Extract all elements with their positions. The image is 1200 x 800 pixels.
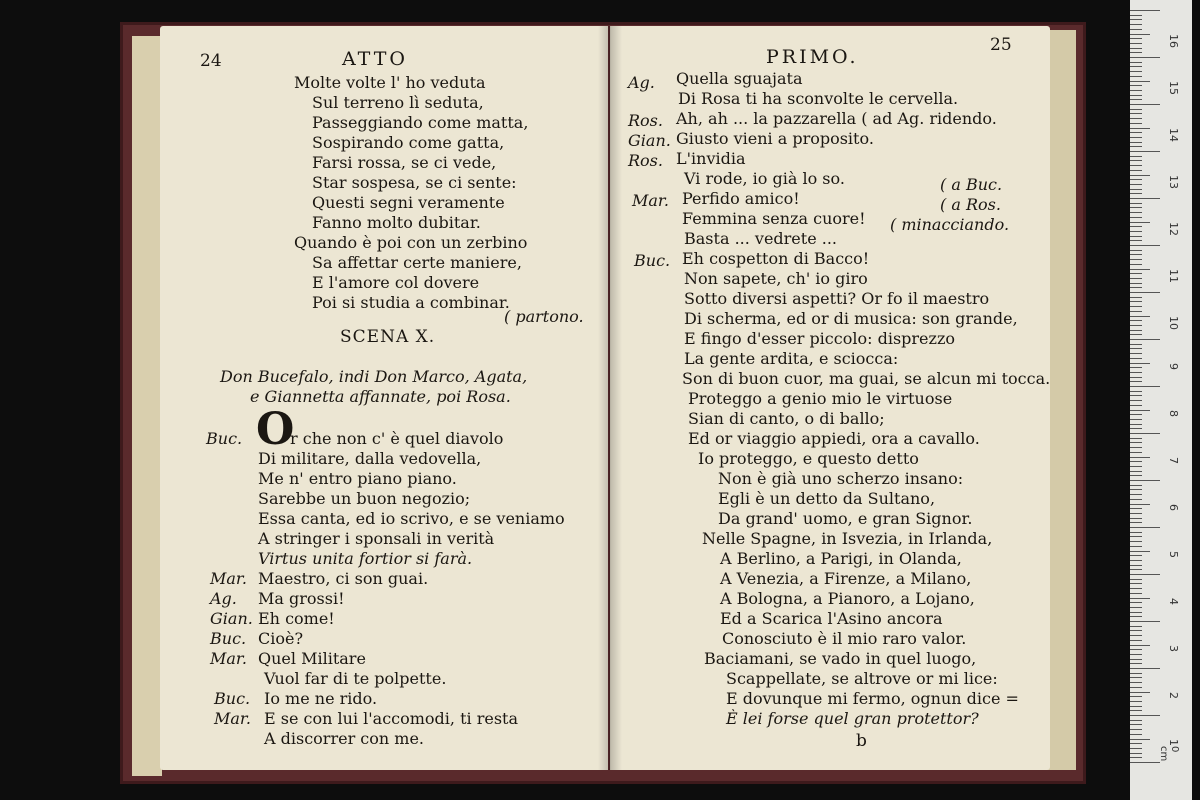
ruler-tick (1130, 24, 1142, 25)
ruler-tick (1130, 113, 1142, 114)
scene-title: SCENA X. (340, 327, 436, 347)
ruler-tick (1130, 569, 1142, 570)
dialogue-line: Essa canta, ed io scrivo, e se veniamo (258, 509, 565, 528)
ruler-tick (1130, 245, 1160, 246)
ruler-tick (1130, 583, 1142, 584)
ruler-tick (1130, 165, 1142, 166)
ruler-tick (1130, 682, 1142, 683)
ruler-tick (1130, 109, 1142, 110)
dialogue-line: Nelle Spagne, in Isvezia, in Irlanda, (702, 529, 993, 548)
ruler-tick (1130, 146, 1142, 147)
dialogue-line: Quel Militare (258, 649, 366, 668)
speaker-label: Buc. (214, 689, 251, 708)
ruler-tick (1130, 292, 1160, 293)
dialogue-line: Son di buon cuor, ma guai, se alcun mi tocca. (682, 369, 1051, 388)
ruler-tick (1130, 283, 1142, 284)
ruler-tick (1130, 598, 1150, 599)
ruler-tick (1130, 400, 1142, 401)
measuring-ruler (1130, 0, 1192, 800)
speaker-label: Ag. (628, 73, 655, 92)
ruler-tick (1130, 184, 1142, 185)
stage-direction: ( a Ros. (940, 195, 1001, 214)
ruler-tick (1130, 485, 1142, 486)
ruler-number: 11 (1167, 269, 1180, 283)
dialogue-line: E se con lui l'accomodi, ti resta (264, 709, 519, 728)
ruler-number: 12 (1167, 222, 1180, 236)
ruler-tick (1130, 344, 1142, 345)
ruler-tick (1130, 10, 1160, 11)
ruler-tick (1130, 217, 1142, 218)
ruler-tick (1130, 367, 1142, 368)
ruler-tick (1130, 38, 1142, 39)
ruler-tick (1130, 132, 1142, 133)
dialogue-line: A Bologna, a Pianoro, a Lojano, (720, 589, 975, 608)
dialogue-line: Sarebbe un buon negozio; (258, 489, 471, 508)
ruler-tick (1130, 363, 1150, 364)
verse-line: Sa affettar certe maniere, (312, 253, 522, 272)
ruler-number: 15 (1167, 81, 1180, 95)
dialogue-line: Perfido amico! (682, 189, 800, 208)
stage-direction: ( partono. (504, 307, 584, 326)
dialogue-line: Eh cospetton di Bacco! (682, 249, 870, 268)
ruler-tick (1130, 555, 1142, 556)
ruler-tick (1130, 560, 1142, 561)
ruler-tick (1130, 551, 1150, 552)
scene-description: Don Bucefalo, indi Don Marco, Agata, (220, 367, 528, 386)
ruler-tick (1130, 104, 1160, 105)
speaker-label: Mar. (210, 649, 247, 668)
ruler-tick (1130, 287, 1142, 288)
ruler-tick (1130, 142, 1142, 143)
ruler-tick (1130, 254, 1142, 255)
ruler-tick (1130, 297, 1142, 298)
ruler-tick (1130, 381, 1142, 382)
ruler-tick (1130, 734, 1142, 735)
verse-line: Questi segni veramente (312, 193, 505, 212)
ruler-tick (1130, 654, 1142, 655)
ruler-number: 5 (1167, 551, 1180, 558)
ruler-tick (1130, 616, 1142, 617)
ruler-tick (1130, 424, 1142, 425)
ruler-tick (1130, 19, 1142, 20)
ruler-number: 7 (1167, 457, 1180, 464)
ruler-tick (1130, 588, 1142, 589)
ruler-tick (1130, 311, 1142, 312)
ruler-tick (1130, 710, 1142, 711)
ruler-tick (1130, 358, 1142, 359)
ruler-tick (1130, 489, 1142, 490)
ruler-tick (1130, 748, 1142, 749)
dialogue-line: A Berlino, a Parigi, in Olanda, (720, 549, 962, 568)
ruler-tick (1130, 532, 1142, 533)
speaker-label: Ros. (628, 151, 663, 170)
ruler-tick (1130, 461, 1142, 462)
ruler-tick (1130, 692, 1150, 693)
ruler-tick (1130, 160, 1142, 161)
verse-line: Quando è poi con un zerbino (294, 233, 528, 252)
dialogue-line: Non è già uno scherzo insano: (718, 469, 964, 488)
dialogue-line: Sian di canto, o di ballo; (688, 409, 885, 428)
dialogue-line: Virtus unita fortior si farà. (258, 549, 473, 568)
dialogue-line: Di scherma, ed or di musica: son grande, (684, 309, 1018, 328)
ruler-number: 9 (1167, 363, 1180, 370)
ruler-tick (1130, 410, 1150, 411)
dialogue-line: Ah, ah ... la pazzarella ( ad Ag. ridendo. (676, 109, 997, 128)
ruler-tick (1130, 414, 1142, 415)
ruler-tick (1130, 353, 1142, 354)
ruler-tick (1130, 626, 1142, 627)
ruler-number: 2 (1167, 692, 1180, 699)
ruler-tick (1130, 579, 1142, 580)
ruler-tick (1130, 668, 1160, 669)
ruler-tick (1130, 720, 1142, 721)
ruler-tick (1130, 128, 1150, 129)
ruler-tick (1130, 66, 1142, 67)
ruler-tick (1130, 226, 1142, 227)
dialogue-line: Basta ... vedrete ... (684, 229, 838, 248)
dialogue-line: Vi rode, io già lo so. (684, 169, 845, 188)
ruler-number: 8 (1167, 410, 1180, 417)
ruler-unit-label: 0 cm (1158, 746, 1180, 762)
ruler-tick (1130, 739, 1150, 740)
page-number: 25 (990, 35, 1012, 55)
ruler-tick (1130, 663, 1142, 664)
ruler-number: 13 (1167, 175, 1180, 189)
speaker-label: Buc. (634, 251, 671, 270)
ruler-tick (1130, 518, 1142, 519)
ruler-tick (1130, 189, 1142, 190)
ruler-tick (1130, 574, 1160, 575)
ruler-number: 6 (1167, 504, 1180, 511)
ruler-tick (1130, 339, 1160, 340)
ruler-tick (1130, 438, 1142, 439)
ruler-tick (1130, 395, 1142, 396)
ruler-tick (1130, 635, 1142, 636)
dialogue-line: Femmina senza cuore! (682, 209, 866, 228)
verse-line: Molte volte l' ho veduta (294, 73, 486, 92)
ruler-tick (1130, 527, 1160, 528)
speaker-label: Ros. (628, 111, 663, 130)
ruler-tick (1130, 62, 1142, 63)
ruler-tick (1130, 29, 1142, 30)
signature-mark: b (856, 731, 867, 751)
ruler-tick (1130, 193, 1142, 194)
ruler-tick (1130, 240, 1142, 241)
dialogue-line: E fingo d'esser piccolo: disprezzo (684, 329, 955, 348)
ruler-tick (1130, 504, 1150, 505)
verse-line: Sul terreno lì seduta, (312, 93, 484, 112)
verse-line: Star sospesa, se ci sente: (312, 173, 517, 192)
verse-line: Farsi rossa, se ci vede, (312, 153, 497, 172)
ruler-tick (1130, 85, 1142, 86)
dialogue-line: Egli è un detto da Sultano, (718, 489, 936, 508)
ruler-tick (1130, 513, 1142, 514)
dialogue-line: Proteggo a genio mio le virtuose (688, 389, 953, 408)
speaker-label: Mar. (210, 569, 247, 588)
ruler-tick (1130, 706, 1142, 707)
ruler-tick (1130, 724, 1142, 725)
dialogue-line: Io proteggo, e questo detto (698, 449, 919, 468)
ruler-tick (1130, 316, 1150, 317)
ruler-tick (1130, 522, 1142, 523)
ruler-tick (1130, 419, 1142, 420)
ruler-tick (1130, 320, 1142, 321)
dialogue-line: Me n' entro piano piano. (258, 469, 457, 488)
ruler-tick (1130, 743, 1142, 744)
ruler-tick (1130, 273, 1142, 274)
ruler-tick (1130, 236, 1142, 237)
ruler-tick (1130, 457, 1150, 458)
ruler-tick (1130, 231, 1142, 232)
ruler-tick (1130, 90, 1142, 91)
ruler-tick (1130, 377, 1142, 378)
ruler-tick (1130, 118, 1142, 119)
dialogue-line: r che non c' è quel diavolo (290, 429, 504, 448)
ruler-tick (1130, 541, 1142, 542)
dialogue-line: A discorrer con me. (264, 729, 425, 748)
ruler-number: 3 (1167, 645, 1180, 652)
ruler-tick (1130, 494, 1142, 495)
verse-line: Passeggiando come matta, (312, 113, 529, 132)
dialogue-line: Scappellate, se altrove or mi lice: (726, 669, 998, 688)
ruler-tick (1130, 212, 1142, 213)
ruler-tick (1130, 222, 1150, 223)
speaker-label: Gian. (210, 609, 253, 628)
ruler-tick (1130, 475, 1142, 476)
ruler-tick (1130, 442, 1142, 443)
dialogue-line: L'invidia (676, 149, 746, 168)
book-gutter (598, 26, 622, 770)
left-page (160, 26, 608, 770)
ruler-tick (1130, 471, 1142, 472)
ruler-tick (1130, 76, 1142, 77)
ruler-tick (1130, 156, 1142, 157)
ruler-tick (1130, 499, 1142, 500)
dialogue-line: Vuol far di te polpette. (264, 669, 447, 688)
ruler-tick (1130, 43, 1142, 44)
ruler-tick (1130, 607, 1142, 608)
ruler-tick (1130, 81, 1150, 82)
ruler-tick (1130, 34, 1150, 35)
ruler-tick (1130, 179, 1142, 180)
ruler-tick (1130, 536, 1142, 537)
cover-edge-left (132, 36, 162, 776)
ruler-tick (1130, 659, 1142, 660)
ruler-tick (1130, 334, 1142, 335)
ruler-number: 10 (1167, 316, 1180, 330)
ruler-tick (1130, 630, 1142, 631)
dialogue-line: La gente ardita, e sciocca: (684, 349, 899, 368)
ruler-tick (1130, 405, 1142, 406)
ruler-tick (1130, 301, 1142, 302)
ruler-tick (1130, 447, 1142, 448)
drop-cap: O (256, 404, 295, 455)
ruler-tick (1130, 264, 1142, 265)
ruler-tick (1130, 48, 1142, 49)
dialogue-line: Giusto vieni a proposito. (676, 129, 874, 148)
running-header: PRIMO. (766, 46, 859, 68)
ruler-tick (1130, 673, 1142, 674)
ruler-number: 16 (1167, 34, 1180, 48)
dialogue-line: Ed a Scarica l'Asino ancora (720, 609, 943, 628)
dialogue-line: Ed or viaggio appiedi, ora a cavallo. (688, 429, 980, 448)
ruler-tick (1130, 330, 1142, 331)
dialogue-line: Sotto diversi aspetti? Or fo il maestro (684, 289, 990, 308)
ruler-tick (1130, 452, 1142, 453)
verse-line: Poi si studia a combinar. (312, 293, 510, 312)
ruler-tick (1130, 175, 1150, 176)
dialogue-line: Io me ne rido. (264, 689, 378, 708)
ruler-tick (1130, 137, 1142, 138)
ruler-tick (1130, 433, 1160, 434)
ruler-tick (1130, 645, 1150, 646)
running-header: ATTO (342, 48, 408, 70)
ruler-tick (1130, 621, 1160, 622)
ruler-tick (1130, 612, 1142, 613)
ruler-tick (1130, 170, 1142, 171)
ruler-tick (1130, 565, 1142, 566)
ruler-tick (1130, 428, 1142, 429)
ruler-tick (1130, 52, 1142, 53)
ruler-tick (1130, 762, 1160, 763)
speaker-label: Mar. (632, 191, 669, 210)
ruler-tick (1130, 269, 1150, 270)
ruler-tick (1130, 696, 1142, 697)
dialogue-line: Da grand' uomo, e gran Signor. (718, 509, 973, 528)
cover-edge-right (1046, 30, 1076, 770)
ruler-tick (1130, 259, 1142, 260)
ruler-tick (1130, 640, 1142, 641)
ruler-tick (1130, 71, 1142, 72)
ruler-tick (1130, 701, 1142, 702)
scene-description: e Giannetta affannate, poi Rosa. (250, 387, 511, 406)
speaker-label: Gian. (628, 131, 671, 150)
dialogue-line: Ma grossi! (258, 589, 345, 608)
ruler-tick (1130, 480, 1160, 481)
ruler-tick (1130, 753, 1142, 754)
dialogue-line: Non sapete, ch' io giro (684, 269, 868, 288)
verse-line: Sospirando come gatta, (312, 133, 505, 152)
ruler-tick (1130, 649, 1142, 650)
dialogue-line: Eh come! (258, 609, 335, 628)
ruler-number: 14 (1167, 128, 1180, 142)
ruler-tick (1130, 593, 1142, 594)
ruler-number: 4 (1167, 598, 1180, 605)
ruler-tick (1130, 372, 1142, 373)
ruler-tick (1130, 508, 1142, 509)
ruler-tick (1130, 95, 1142, 96)
dialogue-line: È lei forse quel gran protettor? (726, 709, 979, 728)
ruler-tick (1130, 546, 1142, 547)
dialogue-line: A Venezia, a Firenze, a Milano, (720, 569, 972, 588)
ruler-tick (1130, 391, 1142, 392)
ruler-tick (1130, 715, 1160, 716)
dialogue-line: Di militare, dalla vedovella, (258, 449, 482, 468)
speaker-label: Buc. (206, 429, 243, 448)
stage-direction: ( minacciando. (890, 215, 1010, 234)
ruler-tick (1130, 203, 1142, 204)
ruler-tick (1130, 250, 1142, 251)
ruler-tick (1130, 207, 1142, 208)
ruler-number: 1 (1167, 739, 1180, 746)
ruler-tick (1130, 99, 1142, 100)
ruler-tick (1130, 198, 1160, 199)
ruler-tick (1130, 57, 1160, 58)
dialogue-line: Cioè? (258, 629, 304, 648)
dialogue-line: E dovunque mi fermo, ognun dice = (726, 689, 1019, 708)
ruler-tick (1130, 325, 1142, 326)
speaker-label: Mar. (214, 709, 251, 728)
ruler-tick (1130, 348, 1142, 349)
dialogue-line: Maestro, ci son guai. (258, 569, 429, 588)
stage-direction: ( a Buc. (940, 175, 1003, 194)
right-page (610, 26, 1050, 770)
ruler-tick (1130, 15, 1142, 16)
ruler-tick (1130, 151, 1160, 152)
dialogue-line: Quella sguajata (676, 69, 803, 88)
ruler-tick (1130, 386, 1160, 387)
ruler-tick (1130, 602, 1142, 603)
speaker-label: Buc. (210, 629, 247, 648)
ruler-tick (1130, 306, 1142, 307)
ruler-tick (1130, 687, 1142, 688)
dialogue-line: A stringer i sponsali in verità (258, 529, 495, 548)
dialogue-line: Baciamani, se vado in quel luogo, (704, 649, 977, 668)
ruler-tick (1130, 466, 1142, 467)
dialogue-line: Conosciuto è il mio raro valor. (722, 629, 967, 648)
ruler-tick (1130, 123, 1142, 124)
speaker-label: Ag. (210, 589, 237, 608)
ruler-tick (1130, 278, 1142, 279)
verse-line: E l'amore col dovere (312, 273, 480, 292)
ruler-tick (1130, 729, 1142, 730)
verse-line: Fanno molto dubitar. (312, 213, 481, 232)
ruler-tick (1130, 757, 1142, 758)
dialogue-line: Di Rosa ti ha sconvolte le cervella. (678, 89, 959, 108)
ruler-tick (1130, 677, 1142, 678)
page-number: 24 (200, 51, 222, 71)
